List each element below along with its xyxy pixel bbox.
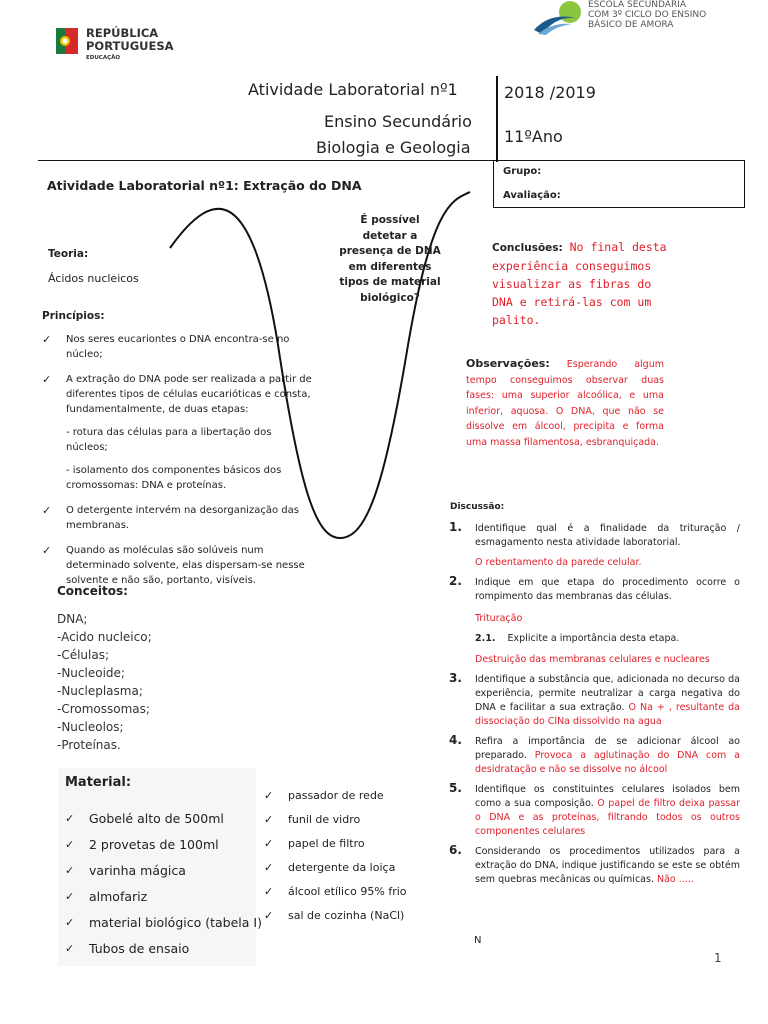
- answer: Destruição das membranas celulares e nucleares: [475, 654, 710, 665]
- list-item: ✓ A extração do DNA pode ser realizada a partir de diferentes tipos de células eucarióticas e consta, fundamentalmente, de duas etapas: - rotura das células para a libertação dos núcleos; - isolamento dos componentes básicos dos cromossomas: DNA e proteínas.: [42, 372, 312, 493]
- material-list-left: [65, 806, 262, 962]
- list-item: -Nucleplasma;: [57, 684, 143, 698]
- activity-title: Atividade Laboratorial nº1: [248, 80, 458, 99]
- list-item: 2. Indique em que etapa do procedimento ocorre o rompimento das membranas das células. Trituração 2.1. Explicite a importância desta etapa. Destruição das membranas celulares e nucleares: [449, 574, 740, 665]
- principios-label: Princípios:: [42, 310, 105, 322]
- list-item: ✓ varinha mágica: [65, 858, 262, 884]
- answer: O papel de filtro deixa passar o DNA e as proteínas, filtrando todos os outros componentes celulares: [475, 798, 740, 837]
- answer: O Na + , resultante da dissociação do ClNa dissolvido na agua: [475, 702, 741, 727]
- grade: 11ºAno: [504, 127, 563, 146]
- list-item: ✓ Gobelé alto de 500ml: [65, 806, 262, 832]
- list-item: ✓ Quando as moléculas são solúveis num determinado solvente, elas dispersam-se nesse solvente e não são, portanto, visíveis.: [42, 543, 312, 588]
- list-item: ✓ 2 provetas de 100ml: [65, 832, 262, 858]
- sub-item: - rotura das células para a libertação dos núcleos;: [66, 427, 272, 453]
- teoria-text: Ácidos nucleicos: [48, 272, 139, 285]
- list-item: 3. Identifique a substância que, adicionada no decurso da experiência, permite neutralizar a carga negativa do DNA e facilitar a sua extração. O Na + , resultante da dissociação do ClNa dissolvido na agua: [449, 671, 741, 727]
- list-item: ✓ Nos seres eucariontes o DNA encontra-se no núcleo;: [42, 332, 312, 362]
- list-item: DNA;: [57, 612, 88, 626]
- school-year: 2018 /2019: [504, 83, 596, 102]
- answer: Trituração: [475, 613, 523, 624]
- list-item: ✓ material biológico (tabela I): [65, 910, 262, 936]
- conceitos-label: Conceitos:: [57, 584, 128, 598]
- list-item: 6. Considerando os procedimentos utilizados para a extração do DNA, indique justificando se este se obtém sem quebras mecânicas ou químicas. Não .....: [449, 843, 740, 885]
- material-list-right: [264, 784, 407, 928]
- answer: Provoca a aglutinação do DNA com a desidratação e não se dissolve no álcool: [475, 750, 740, 775]
- republica-text-1: REPÚBLICA: [86, 26, 159, 40]
- avaliacao-label: Avaliação:: [503, 190, 561, 201]
- school-name-2: COM 3º CICLO DO ENSINO: [588, 10, 707, 20]
- subject-title: Biologia e Geologia: [316, 138, 471, 157]
- list-item: -Nucleolos;: [57, 720, 124, 734]
- school-name-1: ESCOLA SECUNDÁRIA: [588, 0, 687, 10]
- material-label: Material:: [65, 775, 132, 790]
- sub-item: - isolamento dos componentes básicos dos cromossomas: DNA e proteínas.: [66, 465, 282, 491]
- main-title: Atividade Laboratorial nº1: Extração do DNA: [47, 178, 362, 193]
- discussao-label: Discussão:: [450, 502, 505, 512]
- list-item: -Células;: [57, 648, 110, 662]
- answer: O rebentamento da parede celular.: [475, 557, 642, 568]
- list-item: 5. Identifique os constituintes celulares isolados bem como a sua composição. O papel de filtro deixa passar o DNA e as proteínas, filtrando todos os outros componentes celulares: [449, 781, 740, 837]
- conclusoes-text: No final desta experiência conseguimos visualizar as fibras do DNA e retirá-las com um palito.: [492, 240, 667, 327]
- educacao-text: EDUCAÇÃO: [86, 55, 121, 61]
- list-item: ✓ Tubos de ensaio: [65, 936, 262, 962]
- trailing-text: N: [474, 935, 482, 946]
- focus-question: É possível detetar a presença de DNA em diferentes tipos de material biológico?: [339, 214, 441, 304]
- list-item: ✓ almofariz: [65, 884, 262, 910]
- list-item: ✓ álcool etílico 95% frio: [264, 880, 407, 904]
- conclusoes-block: [492, 238, 676, 329]
- conclusoes-label: Conclusões:: [492, 242, 563, 254]
- observacoes-label: Observações:: [466, 357, 550, 370]
- list-item: -Cromossomas;: [57, 702, 150, 716]
- republica-text-2: PORTUGUESA: [86, 39, 174, 53]
- list-item: 1. Identifique qual é a finalidade da trituração / esmagamento nesta atividade laboratorial. O rebentamento da parede celular.: [449, 520, 740, 568]
- principios-list: [42, 332, 312, 588]
- list-item: -Nucleoide;: [57, 666, 125, 680]
- list-item: ✓ O detergente intervém na desorganização das membranas.: [42, 503, 312, 533]
- list-item: ✓ sal de cozinha (NaCl): [264, 904, 407, 928]
- list-item: -Acido nucleico;: [57, 630, 152, 644]
- observacoes-block: [466, 356, 664, 450]
- list-item: ✓ papel de filtro: [264, 832, 407, 856]
- school-name-3: BÁSICO DE AMORA: [588, 20, 674, 30]
- answer: Não .....: [657, 874, 694, 885]
- level-title: Ensino Secundário: [324, 112, 472, 131]
- conceitos-list: [57, 610, 152, 754]
- list-item: ✓ passador de rede: [264, 784, 407, 808]
- discussao-list: [449, 522, 740, 893]
- list-item: -Proteínas.: [57, 738, 121, 752]
- teoria-label: Teoria:: [48, 248, 89, 260]
- observacoes-text: Esperando algum tempo conseguimos observar duas fases: uma superior alcoólica, e uma inferior, aquosa. O DNA, que não se dissolve em álcool, precipita e forma uma massa filamentosa, esbranquiçada.: [466, 359, 664, 448]
- page-number: 1: [714, 951, 722, 965]
- grupo-label: Grupo:: [503, 166, 542, 177]
- list-item: 4. Refira a importância de se adicionar álcool ao preparado. Provoca a aglutinação do DNA com a desidratação e não se dissolve no álcool: [449, 733, 740, 775]
- list-item: ✓ detergente da loiça: [264, 856, 407, 880]
- list-item: ✓ funil de vidro: [264, 808, 407, 832]
